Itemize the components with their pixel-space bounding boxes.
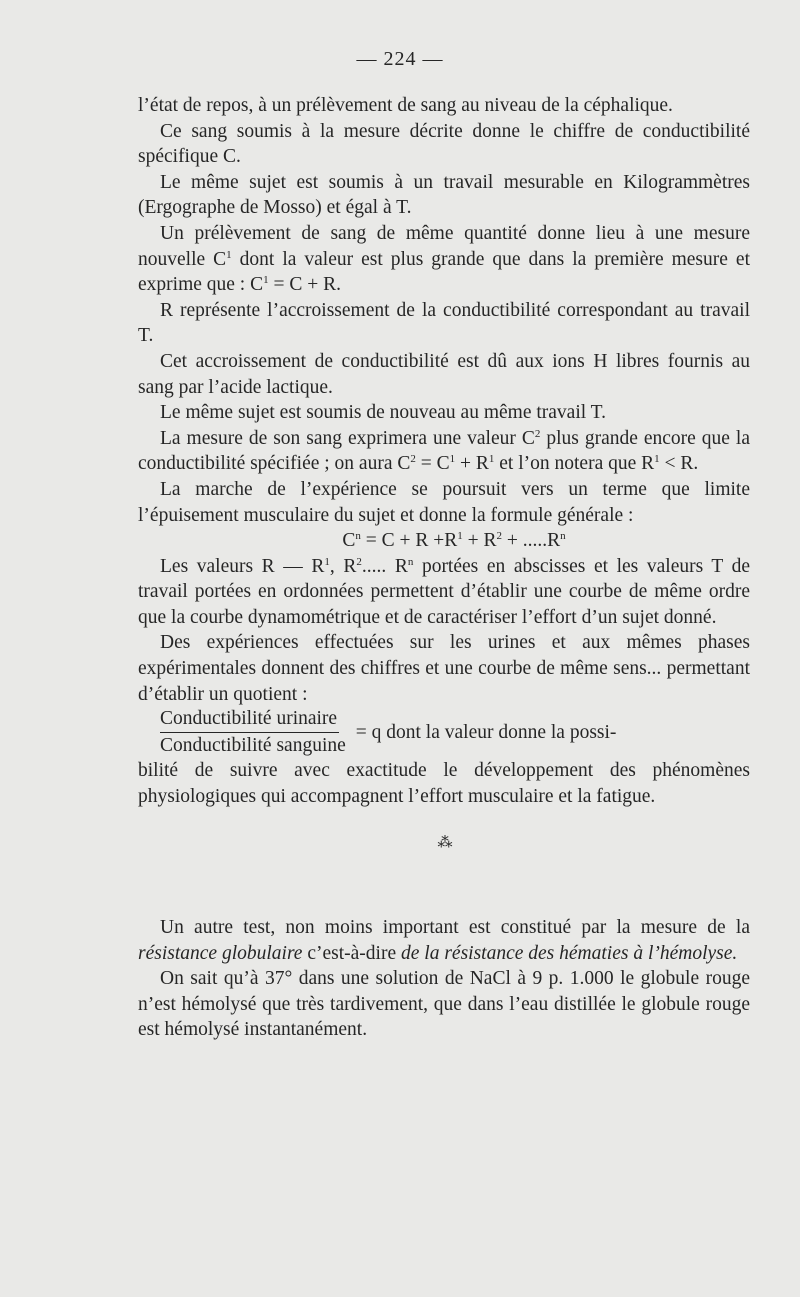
- general-formula: $C^n = C + R +R^1 + R^2 + .....R^n$: [342, 530, 566, 552]
- paragraph: La mesure de son sang exprimera une valeur $C^2$ plus grande encore que la conductibilité spécifiée ; on aura $C^2 = C^1 + R^1$ et l’on notera que $R^1 < R$.: [138, 427, 750, 475]
- fraction-numerator: Conductibilité urinaire: [160, 707, 339, 733]
- paragraph: Un autre test, non moins important est constitué par la mesure de la résistance globulaire c’est-à-dire de la résistance des hématies à l’hémolyse.: [138, 917, 750, 964]
- quotient-formula: [138, 707, 750, 758]
- paragraph: La marche de l’expérience se poursuit vers un terme que limite l’épuisement musculaire du sujet et donne la formule générale :: [138, 478, 750, 526]
- fraction: [160, 707, 346, 758]
- paragraph: R représente l’accroissement de la conductibilité correspondant au travail T.: [138, 299, 750, 347]
- fraction-continuation: = q dont la valeur donne la possi-: [355, 721, 617, 743]
- fraction-denominator: Conductibilité sanguine: [160, 735, 346, 757]
- paragraph: Le même sujet est soumis à un travail mesurable en Kilogrammètres (Ergographe de Mosso) et égal à T.: [138, 171, 750, 219]
- paragraph: Le même sujet est soumis de nouveau au même travail T.: [160, 402, 607, 424]
- paragraph: Cet accroissement de conductibilité est dû aux ions H libres fournis au sang par l’acide lactique.: [138, 350, 750, 398]
- paragraph: Des expériences effectuées sur les urines et aux mêmes phases expérimentales donnent des chiffres et une courbe de même sens... permettant d’établir un quotient :: [138, 632, 750, 705]
- asterism: ⁂: [437, 835, 451, 852]
- paragraph: Les valeurs R — $R^1$, $R^2$..... $R^n$ portées en abscisses et les valeurs T de travail portées en ordonnées permettent d’établir une courbe de même ordre que la courbe dynamométrique et de caractériser l’effort d’un sujet donné.: [138, 555, 750, 628]
- paragraph: On sait qu’à 37° dans une solution de NaCl à 9 p. 1.000 le globule rouge n’est hémolysé que très tardivement, que dans l’eau distillée le globule rouge est hémolysé instantanément.: [138, 968, 750, 1041]
- body-text: [138, 93, 750, 1043]
- paragraph: Un prélèvement de sang de même quantité donne lieu à une mesure nouvelle $C^1$ dont la valeur est plus grande que dans la première mesure et exprime que : $C^1 = C + R$.: [138, 222, 750, 296]
- paragraph: Ce sang soumis à la mesure décrite donne le chiffre de conductibilité spécifique C.: [138, 120, 750, 168]
- paragraph: bilité de suivre avec exactitude le développement des phénomènes physiologiques qui accompagnent l’effort musculaire et la fatigue.: [138, 760, 750, 807]
- page-number: — 224 —: [356, 48, 444, 70]
- paragraph: l’état de repos, à un prélèvement de sang au niveau de la céphalique.: [138, 95, 673, 116]
